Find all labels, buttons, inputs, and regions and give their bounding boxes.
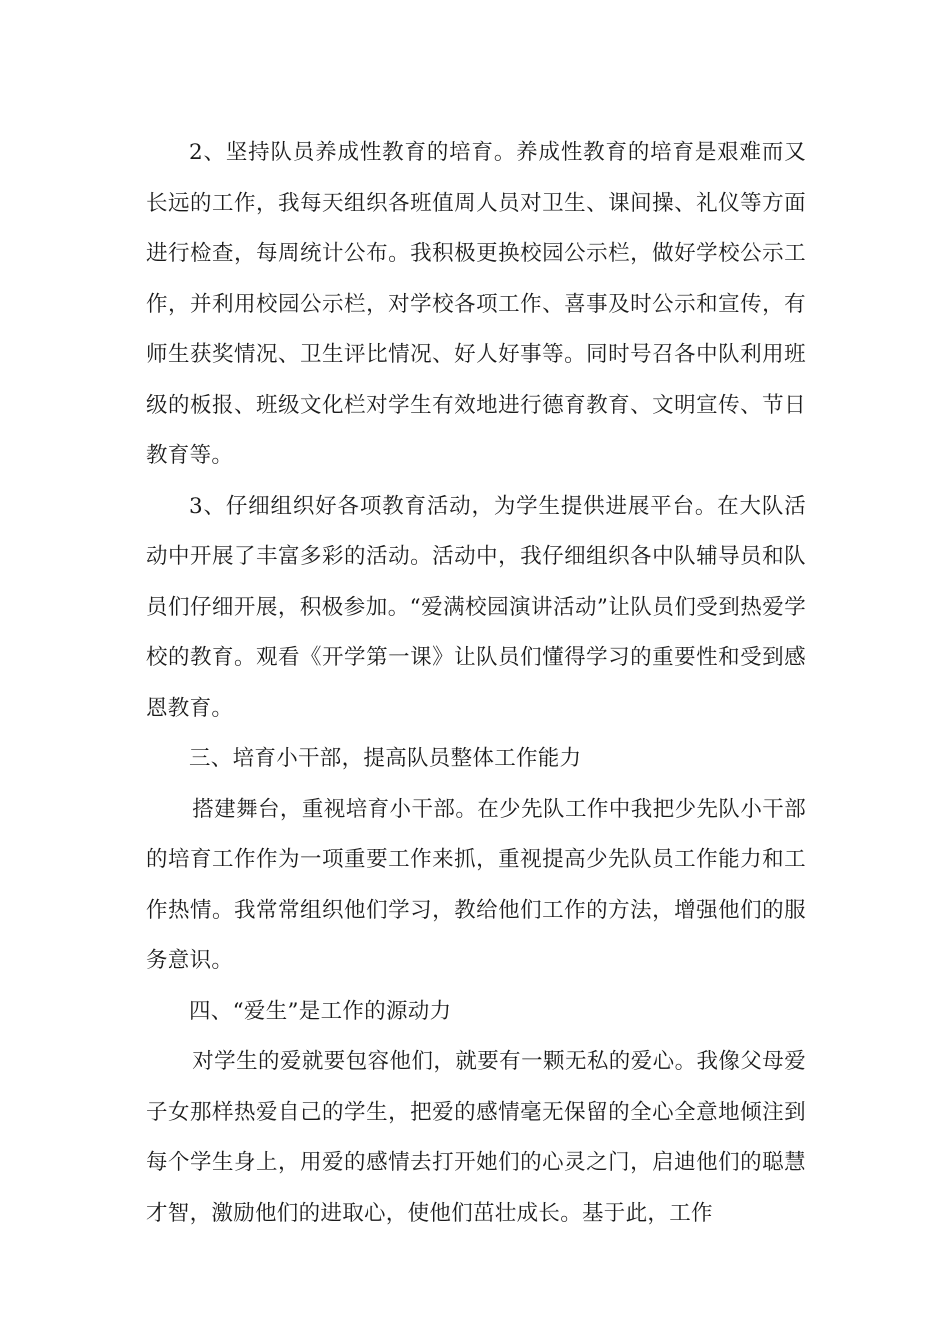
paragraph-love-students: 对学生的爱就要包容他们，就要有一颗无私的爱心。我像父母爱子女那样热爱自己的学生，把爱的感情毫无保留的全心全意地倾注到每个学生身上，用爱的感情去打开她们的心灵之门，启迪他们的聪慧才智，激励他们的进取心，使他们茁壮成长。基于此，工作 <box>146 1049 806 1226</box>
document-body <box>146 128 806 1239</box>
section-heading-love-students: 四、“爱生”是工作的源动力 <box>189 998 452 1024</box>
section-heading-cadres: 三、培育小干部，提高队员整体工作能力 <box>189 746 582 771</box>
paragraph-habit-education: 2、坚持队员养成性教育的培育。养成性教育的培育是艰难而又长远的工作，我每天组织各班值周人员对卫生、课间操、礼仪等方面进行检查，每周统计公布。我积极更换校园公示栏，做好学校公示工作，并利用校园公示栏，对学校各项工作、喜事及时公示和宣传，有师生获奖情况、卫生评比情况、好人好事等。同时号召各中队利用班级的板报、班级文化栏对学生有效地进行德育教育、文明宣传、节日教育等。 <box>146 140 806 468</box>
paragraph-cadre-training: 搭建舞台，重视培育小干部。在少先队工作中我把少先队小干部的培育工作作为一项重要工作来抓，重视提高少先队员工作能力和工作热情。我常常组织他们学习，教给他们工作的方法，增强他们的服务意识。 <box>146 796 806 973</box>
paragraph-education-activities: 3、仔细组织好各项教育活动，为学生提供进展平台。在大队活动中开展了丰富多彩的活动。活动中，我仔细组织各中队辅导员和队员们仔细开展，积极参加。“爱满校园演讲活动”让队员们受到热爱学校的教育。观看《开学第一课》让队员们懂得学习的重要性和受到感恩教育。 <box>146 493 806 721</box>
